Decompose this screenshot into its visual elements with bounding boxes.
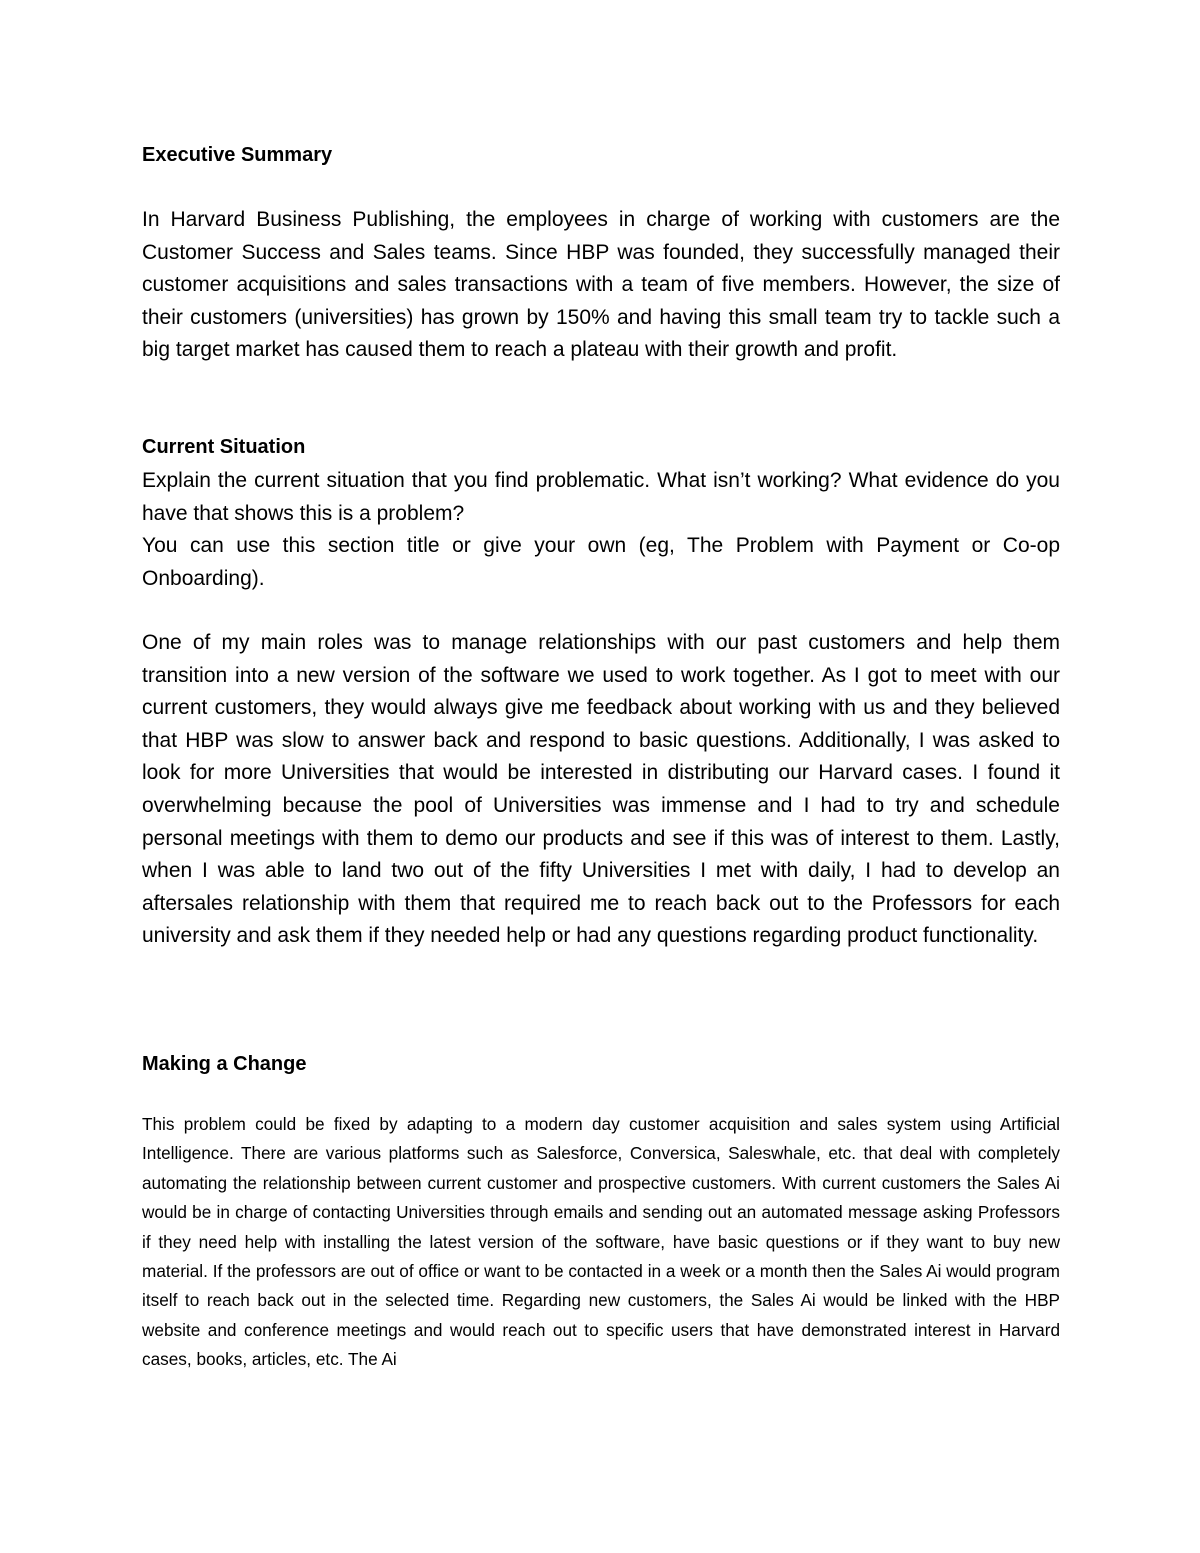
current-situation-prompt-2: You can use this section title or give your own (eg, The Problem with Payment or Co-op Onboarding). [142,534,1060,590]
executive-summary-paragraph: In Harvard Business Publishing, the employees in charge of working with customers are the Customer Success and Sales teams. Since HBP was founded, they successfully managed their customer acquisitions and sales transactions with a team of five members. However, the size of their customers (universities) has grown by 150% and having this small team try to tackle such a big target market has caused them to reach a plateau with their growth and profit. [142,208,1060,362]
current-situation-paragraph: One of my main roles was to manage relationships with our past customers and help them transition into a new version of the software we used to work together. As I got to meet with our current customers, they would always give me feedback about working with us and they believed that HBP was slow to answer back and respond to basic questions. Additionally, I was asked to look for more Universities that would be interested in distributing our Harvard cases. I found it overwhelming because the pool of Universities was immense and I had to try and schedule personal meetings with them to demo our products and see if this was of interest to them. Lastly, when I was able to land two out of the fifty Universities I met with daily, I had to develop an aftersales relationship with them that required me to reach back out to the Professors for each university and ask them if they needed help or had any questions regarding product functionality. [142,631,1060,948]
current-situation-prompt-1: Explain the current situation that you find problematic. What isn’t working? What evidence do you have that shows this is a problem? [142,469,1060,525]
making-a-change-heading: Making a Change [142,1053,307,1075]
executive-summary-heading: Executive Summary [142,144,333,166]
current-situation-heading: Current Situation [142,436,306,458]
making-a-change-paragraph: This problem could be fixed by adapting to a modern day customer acquisition and sales system using Artificial Intelligence. There are various platforms such as Salesforce, Conversica, Saleswhale, etc. that deal with completely automating the relationship between current customer and prospective customers. With current customers the Sales Ai would be in charge of contacting Universities through emails and sending out an automated message asking Professors if they need help with installing the latest version of the software, have basic questions or if they want to buy new material. If the professors are out of office or want to be contacted in a week or a month then the Sales Ai would program itself to reach back out in the selected time. Regarding new customers, the Sales Ai would be linked with the HBP website and conference meetings and would reach out to specific users that have demonstrated interest in Harvard cases, books, articles, etc. The Ai [142,1114,1060,1370]
